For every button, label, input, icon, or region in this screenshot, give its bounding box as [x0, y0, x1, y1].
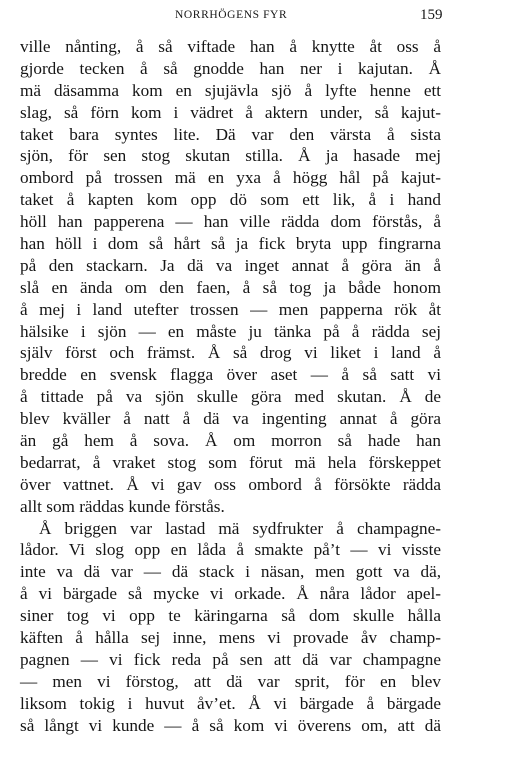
text-line: blev kväller å natt å dä va ingenting annat å göra [20, 409, 441, 429]
running-title: NORRHÖGENS FYR [175, 9, 288, 21]
text-line: ombord på trossen mä en yxa å högg hål på kajut- [20, 168, 441, 188]
text-line: liksom tokig i huvut åv’et. Å vi bärgade å bärgade [20, 693, 441, 713]
text-line: hälsike i sjön — en måste ju tänka på å rädda sej [20, 321, 441, 341]
text-line: å mej i land utefter trossen — men papperna rök åt [20, 299, 441, 319]
text-line: inte va dä var — dä stack i näsan, men gott va dä, [20, 562, 441, 582]
text-line: bedarrat, å vraket stog som förut mä hela förskeppet [20, 452, 441, 472]
text-line: allt som räddas kunde förstås. [20, 496, 225, 516]
text-line: taket bara syntes lite. Dä var den värsta å sista [20, 124, 441, 144]
text-line: själv först och främst. Å så drog vi liket i land å [20, 343, 441, 363]
text-line: slå en ända om den faen, å så tog ja både honom [20, 277, 441, 297]
text-line: bredde en svensk flagga över aset — å så satt vi [20, 365, 441, 385]
text-line: slag, så förn kom i vädret å aktern under, så kajut- [20, 102, 441, 122]
body-text [20, 36, 441, 737]
text-line: så långt vi kunde — å så kom vi överens om, att dä [20, 715, 441, 735]
text-line: siner tog vi opp te käringarna så dom skulle hålla [20, 606, 441, 626]
text-line: lådor. Vi slog opp en låda å smakte på’t — vi visste [20, 540, 441, 560]
text-line: sjön, för sen stog skutan stilla. Å ja hasade mej [20, 146, 441, 166]
page-number: 159 [420, 7, 443, 23]
text-line: mä däsamma kom en sjujävla sjö å lyfte henne ett [20, 80, 441, 100]
paragraph-1 [20, 36, 441, 518]
text-line: pagnen — vi fick reda på sen att dä var champagne [20, 649, 441, 669]
text-line: å vi bärgade så mycke vi orkade. Å nåra lådor apel- [20, 584, 441, 604]
text-line: å tittade på va sjön skulle göra med skutan. Å de [20, 387, 441, 407]
text-line: på den stackarn. Ja dä va inget annat å göra än å [20, 255, 441, 275]
text-line: än gå hem å sova. Å om morron så hade han [20, 431, 441, 451]
text-line: höll han papperena — han ville rädda dom förstås, å [20, 212, 441, 232]
text-line: över vattnet. Å vi gav oss ombord å försökte rädda [20, 474, 441, 494]
text-line: — men vi förstog, att dä var sprit, för en blev [20, 671, 441, 691]
text-line: han höll i dom så hårt så ja fick bryta upp fingrarna [20, 234, 441, 254]
text-line: taket å kapten kom opp dö som ett lik, å i hand [20, 190, 441, 210]
text-line: gjorde tecken å så gnodde han ner i kajutan. Å [20, 58, 441, 78]
text-line: ville nånting, å så viftade han å knytte åt oss å [20, 37, 441, 56]
paragraph-2 [20, 518, 441, 737]
text-line: käften å hålla sej inne, mens vi provade åv champ- [20, 628, 441, 648]
text-line: Å briggen var lastad mä sydfrukter å champagne- [39, 518, 441, 538]
